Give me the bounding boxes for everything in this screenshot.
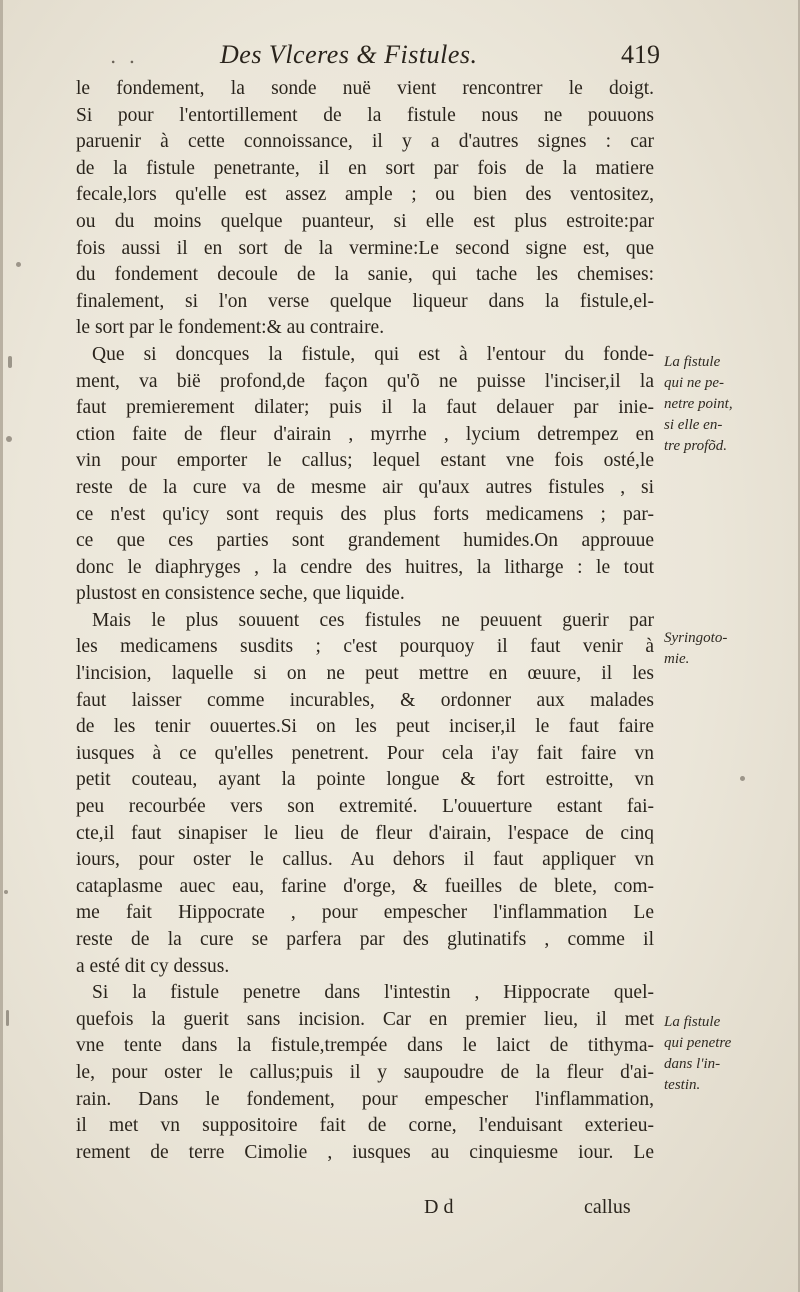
text-line: me fait Hippocrate , pour empescher l'inflammation Le: [76, 902, 654, 924]
text-line: cataplasme auec eau, farine d'orge, & fueilles de blete, com-: [76, 875, 654, 897]
margin-note-line: qui penetre: [664, 1035, 732, 1051]
text-line: faut premierement dilater; puis il la faut delauer par inie-: [76, 397, 654, 419]
margin-note-line: netre point,: [664, 396, 733, 412]
text-line: vin pour emporter le callus; lequel estant vne fois osté,le: [76, 450, 654, 472]
text-line: ou du moins quelque puanteur, si elle est plus estroite:par: [76, 210, 654, 232]
text-line: donc le diaphryges , la cendre des huitres, la litharge : le tout: [76, 556, 654, 578]
margin-note-line: mie.: [664, 651, 690, 667]
text-line: reste de la cure va de mesme air qu'aux autres fistules , si: [76, 476, 654, 498]
page-number: 419: [621, 40, 660, 69]
ink-speck: [6, 1010, 9, 1026]
text-line: le, pour oster le callus;puis il y saupoudre de la fleur d'ai-: [76, 1061, 654, 1083]
margin-note-line: testin.: [664, 1077, 701, 1093]
text-line: Mais le plus souuent ces fistules ne peuuent guerir par: [92, 609, 654, 631]
margin-note-line: si elle en-: [664, 417, 723, 433]
text-line: Que si doncques la fistule, qui est à l'entour du fonde-: [92, 343, 654, 365]
text-line: Si la fistule penetre dans l'intestin , Hippocrate quel-: [92, 982, 654, 1004]
header-dots: . .: [110, 44, 139, 68]
text-line: il met vn suppositoire fait de corne, l'enduisant exterieu-: [76, 1115, 654, 1137]
margin-note-line: Syringoto-: [664, 630, 728, 646]
text-line: finalement, si l'on verse quelque liqueur dans la fistule,el-: [76, 290, 654, 312]
text-line: rement de terre Cimolie , iusques au cinquiesme iour. Le: [76, 1141, 654, 1163]
paragraph-2: [76, 342, 654, 608]
text-line: de les tenir ouuertes.Si on les peut inciser,il le faut faire: [76, 716, 654, 738]
main-text: [76, 76, 654, 1166]
ink-speck: [16, 262, 21, 267]
text-line: ment, va bië profond,de façon qu'õ ne puisse l'inciser,il la: [76, 370, 654, 392]
margin-note-line: qui ne pe-: [664, 375, 724, 391]
text-line: petit couteau, ayant la pointe longue & fort estroitte, vn: [76, 769, 654, 791]
text-line: iours, pour oster le callus. Au dehors il faut appliquer vn: [76, 849, 654, 871]
text-line: cte,il faut sinapiser le lieu de fleur d'airain, l'espace de cinq: [76, 822, 654, 844]
paragraph-1: [76, 76, 654, 342]
text-line: ction faite de fleur d'airain , myrrhe , lycium detrempez en: [76, 423, 654, 445]
text-line: Si pour l'entortillement de la fistule nous ne pouuons: [76, 104, 654, 126]
text-line: a esté dit cy dessus.: [76, 955, 230, 977]
text-line: peu recourbée vers son extremité. L'ouuerture estant fai-: [76, 796, 654, 818]
text-line: reste de la cure se parfera par des glutinatifs , comme il: [76, 929, 654, 950]
margin-note-line: La fistule: [664, 354, 721, 370]
text-line: ce n'est qu'icy sont requis des plus forts medicamens ; par-: [76, 503, 654, 525]
text-line: fois aussi il en sort de la vermine:Le second signe est, que: [76, 237, 654, 259]
catchword: callus: [584, 1196, 631, 1218]
text-line: fecale,lors qu'elle est assez ample ; ou bien des ventositez,: [76, 184, 654, 206]
page-header: [110, 40, 660, 74]
text-line: de la fistule penetrante, il en sort par fois de la matiere: [76, 157, 654, 179]
paragraph-4: [76, 980, 654, 1166]
text-line: rain. Dans le fondement, pour empescher l'inflammation,: [76, 1088, 654, 1110]
text-line: quefois la guerit sans incision. Car en premier lieu, il met: [76, 1008, 654, 1030]
margin-note-syringotomie: [664, 628, 774, 670]
text-line: l'incision, laquelle si on ne peut mettre en œuure, il les: [76, 663, 654, 685]
text-line: du fondement decoule de la sanie, qui tache les chemises:: [76, 264, 654, 286]
text-line: le sort par le fondement:& au contraire.: [76, 317, 385, 339]
margin-note-line: La fistule: [664, 1014, 721, 1030]
page-edge-left: [0, 0, 3, 1292]
margin-note-line: dans l'in-: [664, 1056, 721, 1072]
text-line: plustost en consistence seche, que liquide.: [76, 583, 405, 605]
text-line: ce que ces parties sont grandement humides.On approuue: [76, 530, 654, 552]
margin-note-line: tre profõd.: [664, 438, 728, 454]
margin-note-fistule-profonde: [664, 352, 774, 457]
signature-mark: D d: [424, 1196, 454, 1218]
paragraph-3: [76, 608, 654, 980]
ink-speck: [6, 436, 12, 442]
text-line: les medicamens susdits ; c'est pourquoy il faut venir à: [76, 636, 654, 658]
margin-note-fistule-intestin: [664, 1012, 774, 1096]
text-line: vne tente dans la fistule,trempée dans le laict de tithyma-: [76, 1035, 654, 1057]
ink-speck: [4, 890, 8, 894]
text-line: paruenir à cette connoissance, il y a d'autres signes : car: [76, 131, 654, 153]
ink-speck: [8, 356, 12, 368]
text-line: iusques à ce qu'elles penetrent. Pour cela i'ay fait faire vn: [76, 742, 654, 764]
ink-speck: [740, 776, 745, 781]
text-line: le fondement, la sonde nuë vient rencontrer le doigt.: [76, 78, 654, 99]
text-line: faut laisser comme incurables, & ordonner aux malades: [76, 689, 654, 711]
running-title: Des Vlceres & Fistules.: [220, 40, 478, 69]
